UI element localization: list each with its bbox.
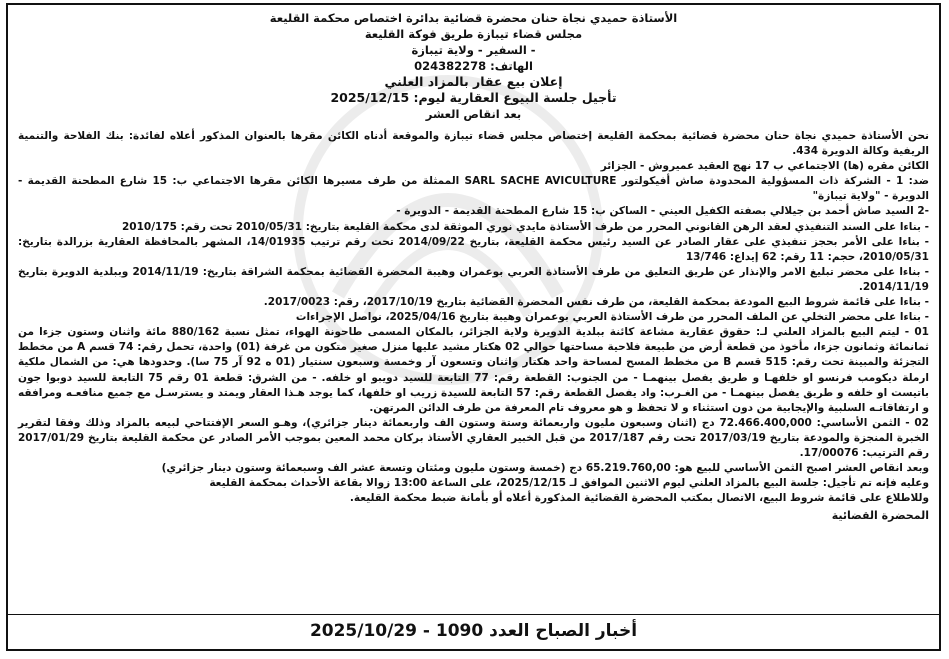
court-address-line: مجلس قضاء تيبازة طريق فوكة القليعة xyxy=(364,27,583,41)
reduction-note: بعد انقاص العشر xyxy=(425,107,522,121)
postponement-date: تأجيل جلسة البيوع العقارية ليوم: 2025/12/15 xyxy=(330,90,617,105)
paragraph: 02 - الثمن الأساسي: 72.466.400,000 دج (اثنان وسبعون مليون واربعمائة وستة وستون الف واربعمائة دينار جزائري)، وهـو السعر الإفتتاحي لبيعه بالمزاد وذلك وفقا لتقرير الخبرة المنجزة والمودعة بتاريخ 2017/03/19 تحت رقم 2017/187 من قبل الخبير العقاري الأستاذ بركان محمد المعين بموجب الأمر الصادر عن محكمة القليعة بتاريخ 2017/01/29 رقم الترتيب: 17/00076. xyxy=(18,416,929,459)
legal-notice xyxy=(6,3,941,651)
notice-header xyxy=(8,10,939,122)
paragraph: - بناءا على قائمة شروط البيع المودعة بمحكمة القليعة، من طرف نفس المحضرة القضائية بتاريخ 2017/10/19، رقم: 2017/0023. xyxy=(263,296,929,309)
paragraph: الكائن مقره (ها) الاجتماعي ب 17 نهج العقيد عميروش - الجزائر xyxy=(600,160,929,173)
bailiff-name-line: الأستاذة حميدي نجاة حنان محضرة قضائية بدائرة اختصاص محكمة القليعة xyxy=(269,11,678,25)
paragraph: وبعد انقاص العشر اصبح الثمن الأساسي للبيع هو: 65.219.760,00 دج (خمسة وستون مليون ومئتان وتسعة عشر الف وسبعمائة وستون دينار جزائري) xyxy=(161,462,929,475)
paragraph: - بناءا على السند التنفيذي لعقد الرهن القانوني المحرر من طرف الأستاذة مايدي نوري الموثقة لدى محكمة القليعة بتاريخ: 2010/05/31 تحت رقم: 2010/175 xyxy=(121,220,929,233)
notice-title: إعلان بيع عقار بالمزاد العلني xyxy=(384,74,563,89)
city-line: - السفير - ولاية تيبازة xyxy=(411,43,536,57)
signature: المحضرة القضائية xyxy=(831,509,929,523)
newspaper-footer xyxy=(8,614,939,649)
paragraph: وعليه فإنه تم تأجيل: جلسة البيع بالمزاد العلني ليوم الاثنين الموافق لـ 2025/12/15، على الساعة 13:00 زوالا بقاعة الأحداث بمحكمة القليعة xyxy=(209,477,929,490)
phone-number: 024382278 xyxy=(414,59,487,73)
phone-label: الهاتف: xyxy=(490,59,533,73)
paragraph: - بناءا على محضر التخلي عن الملف المحرر من طرف الأستاذة العربي بوعمران وهيبة بتاريخ 2025/04/16، نواصل الإجراءات xyxy=(295,311,929,324)
paragraph: ضد: 1 - الشركة ذات المسؤولية المحدودة صاش أفيكولتور SARL SACHE AVICULTURE الممثلة من طرف مسيرها الكائن مقرها الاجتماعي ب: 15 شارع المطحنة القديمة - الدويرة - "ولاية تيبازة" xyxy=(18,175,929,203)
paragraph: 01 - ليتم البيع بالمزاد العلني لـ: حقوق عقارية مشاعة كائنة ببلدية الدويرة ولاية الجزائر، بالمكان المسمى طاحونة الهواء، تمثل نسبة 880/162 مائة واثنان وستون جزءا من ثمانمائة وثمانون جزءا، مأخوذ من قطعة أرض من طبيعة فلاحية مساحتها حوالي 02 هكتار مشيد عليها منزل صغير متكون من غرفة (01) واحدة، تحمل رقم: 74 قسم A من مخطط التجزئة والمبينة تحت رقم: 515 قسم B من مخطط المسح لمساحة واحد هكتار واثنان وتسعون آر وخمسة وسبعون سنتيار (01 ه 92 آر 75 سا). وحدودها هي: من الشمال ملكية ارملة ديكومب فرنسو او خلفهـا و طريق يفصل بينهمـا - من الجنوب: القطعة رقم: 77 التابعة للسيد دويبو او خلفه. - من الشرق: قطعة 01 رقم 75 التابعة للسيد دوبوا جون باتيست او خلفه و طريق يفصل بينهمـا - من الغـرب: واد يفصل القطعة رقم: 57 التابعة للسيدة زريب او خلفها، كما يوجد هـذا العقار ويمتد و يسترسـل مع جميع منافعـه ومرافقه و ارتفاقاتـه السلبية والإيجابية من دون استثناء و لا تحفظ و هو معروف تام المعرفة من طرف الدائن المرتهن. xyxy=(18,326,930,414)
notice-body xyxy=(18,129,929,523)
footer-issue-text: أخبار الصباح العدد 1090 - 2025/10/29 xyxy=(309,621,638,641)
paragraph: -2 السيد صاش أحمد بن جيلالي بصفته الكفيل العيني - الساكن ب: 15 شارع المطحنة القديمة - الدويرة - xyxy=(396,205,929,218)
paragraph: - بناءا على محضر تبليغ الامر والإنذار عن طريق التعليق من طرف الأستاذة العربي بوعمران وهيبة المحضرة القضائية بمحكمة الشراقة بتاريخ: 2014/11/19 وببلدية الدويرة بتاريخ 2014/11/19. xyxy=(18,265,929,293)
paragraph: - بناءا على الأمر بحجز تنفيذي على عقار الصادر عن السيد رئيس محكمة القليعة، بتاريخ 2014/09/22 تحت رقم ترتيب 14/01935، المشهر بالمحافظة العقارية بزرالدة بتاريخ: 2010/05/31، حجم: 11 رقم: 62 إيداع: 13/746 xyxy=(18,235,930,263)
paragraph: وللاطلاع على قائمة شروط البيع، الاتصال بمكتب المحضرة القضائية المذكورة أعلاه أو بأمانة ضبط محكمة القليعة. xyxy=(349,492,929,505)
phone-line xyxy=(8,58,939,74)
paragraph: نحن الأستاذة حميدي نجاة حنان محضرة قضائية بمحكمة القليعة إختصاص مجلس قضاء تيبازة والموقعة أدناه الكائن مقرها بالعنوان المذكور أعلاه لفائدة: بنك الفلاحة والتنمية الريفية وكالة الدويرة 434. xyxy=(18,130,929,158)
